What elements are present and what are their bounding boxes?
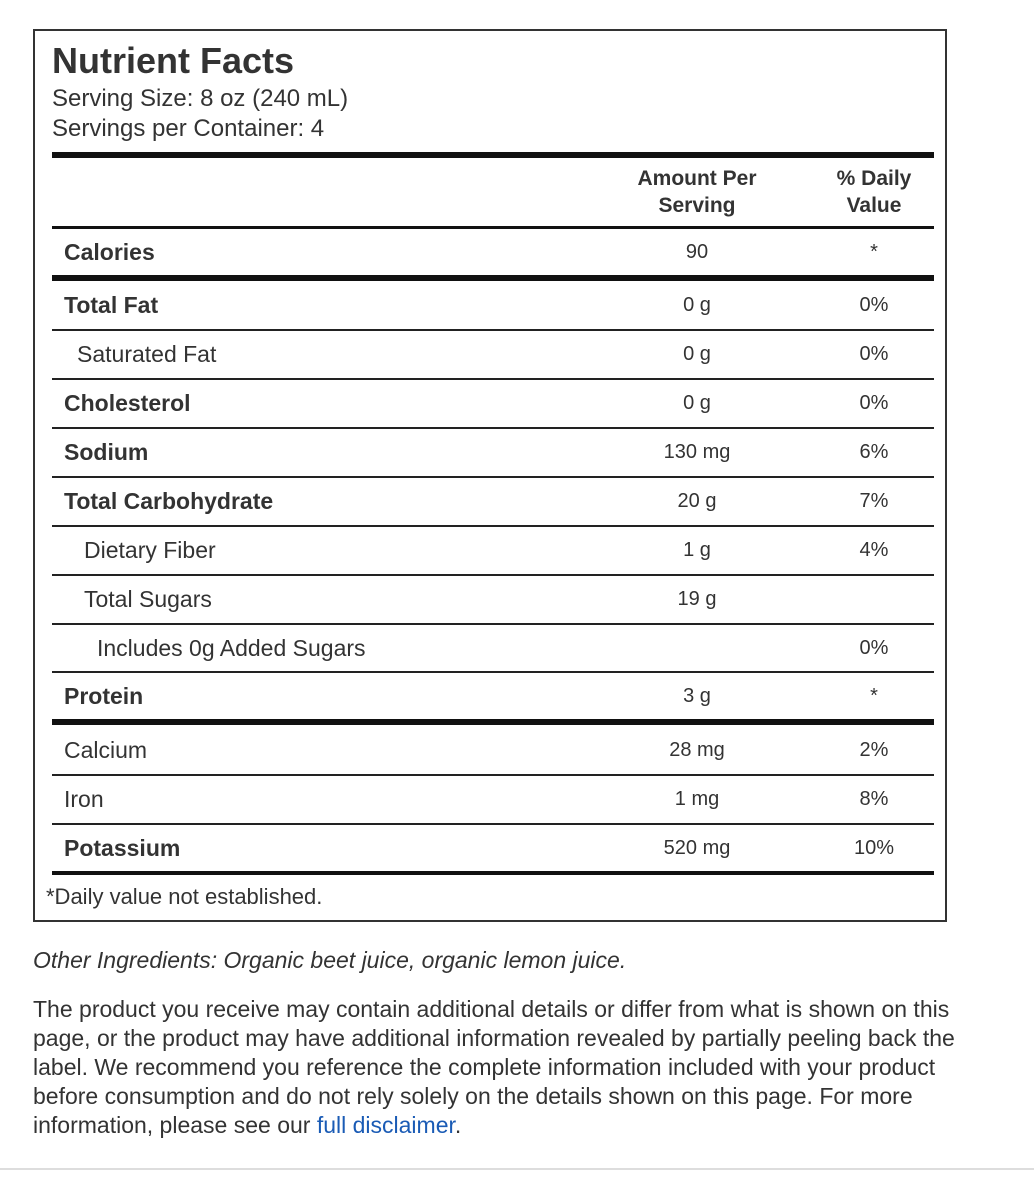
nutrient-daily-value: 7%	[859, 490, 889, 512]
nutrient-amount: 3 g	[683, 685, 711, 707]
nutrient-label: Dietary Fiber	[84, 537, 216, 563]
amount-header-line2: Serving	[658, 194, 736, 217]
nutrient-label: Total Fat	[64, 292, 159, 318]
disclaimer-end: .	[454, 1112, 462, 1138]
nutrient-amount: 1 mg	[674, 788, 720, 810]
nutrient-label: Saturated Fat	[77, 341, 217, 367]
nutrient-daily-value: 4%	[859, 539, 889, 561]
nutrient-amount: 1 g	[683, 539, 711, 561]
other-ingredients: Other Ingredients: Organic beet juice, organic lemon juice.	[33, 947, 627, 973]
nutrient-amount: 520 mg	[663, 837, 731, 859]
full-disclaimer-link[interactable]: full disclaimer	[316, 1112, 455, 1138]
dv-header-line2: Value	[846, 194, 902, 217]
nutrient-amount: 19 g	[677, 588, 717, 610]
nutrient-label: Sodium	[64, 439, 149, 465]
nutrient-daily-value: 0%	[859, 294, 889, 316]
daily-value-header	[794, 165, 954, 219]
servings-per-container: Servings per Container: 4	[52, 115, 325, 142]
daily-value-footnote: *Daily value not established.	[46, 884, 323, 909]
nutrient-amount: 28 mg	[669, 739, 725, 761]
disclaimer-text: The product you receive may contain additional details or differ from what is shown on this page, or the product may have additional information revealed by partially peeling back the label. We recommend you reference the complete information included with your product before consumption and do not rely solely on the details shown on this page. For more information, please see our	[33, 996, 955, 1138]
nutrient-daily-value: 0%	[859, 637, 889, 659]
nutrient-label: Total Carbohydrate	[64, 488, 274, 514]
nutrient-facts-panel	[33, 29, 947, 922]
nutrient-row-total-carbohydrate	[52, 477, 934, 525]
nutrient-row-potassium	[52, 824, 934, 872]
nutrient-amount: 20 g	[677, 490, 717, 512]
nutrient-row-calcium	[52, 726, 934, 774]
footnote-divider	[52, 871, 934, 875]
nutrient-row-cholesterol	[52, 379, 934, 427]
nutrient-label: Iron	[64, 786, 104, 812]
nutrient-daily-value: 2%	[859, 739, 889, 761]
header-divider	[52, 152, 934, 158]
nutrient-label: Cholesterol	[64, 390, 191, 416]
nutrient-daily-value: 0%	[859, 392, 889, 414]
nutrient-row-total-sugars	[52, 575, 934, 623]
nutrient-row-sodium	[52, 428, 934, 476]
nutrient-daily-value: 10%	[853, 837, 895, 859]
nutrient-row-protein	[52, 672, 934, 720]
nutrient-label: Includes 0g Added Sugars	[97, 635, 366, 661]
nutrient-label: Protein	[64, 683, 144, 709]
serving-size: Serving Size: 8 oz (240 mL)	[52, 85, 349, 112]
nutrient-daily-value: 0%	[859, 343, 889, 365]
amount-header-line1: Amount Per	[637, 167, 757, 190]
nutrient-label: Potassium	[64, 835, 181, 861]
nutrient-daily-value: *	[870, 685, 878, 707]
nutrient-daily-value: *	[870, 241, 878, 263]
nutrient-row-calories	[52, 228, 934, 276]
nutrient-amount: 90	[685, 241, 709, 263]
nutrient-row-saturated-fat	[52, 330, 934, 378]
nutrient-row-dietary-fiber	[52, 526, 934, 574]
nutrient-daily-value: 6%	[859, 441, 889, 463]
nutrient-row-added-sugars	[52, 624, 934, 672]
product-disclaimer	[33, 995, 963, 1140]
nutrient-facts-title: Nutrient Facts	[52, 40, 295, 81]
vitamins-divider	[52, 719, 934, 725]
nutrient-amount: 0 g	[683, 343, 711, 365]
nutrient-label: Total Sugars	[84, 586, 212, 612]
dv-header-line1: % Daily	[836, 167, 912, 190]
section-divider	[0, 1168, 1034, 1170]
nutrient-label: Calories	[64, 239, 155, 265]
nutrient-amount: 0 g	[683, 294, 711, 316]
nutrient-amount: 0 g	[683, 392, 711, 414]
nutrient-row-iron	[52, 775, 934, 823]
nutrient-daily-value: 8%	[859, 788, 889, 810]
nutrient-row-total-fat	[52, 281, 934, 329]
amount-per-serving-header	[612, 165, 782, 219]
nutrient-label: Calcium	[64, 737, 148, 763]
nutrient-amount: 130 mg	[663, 441, 731, 463]
